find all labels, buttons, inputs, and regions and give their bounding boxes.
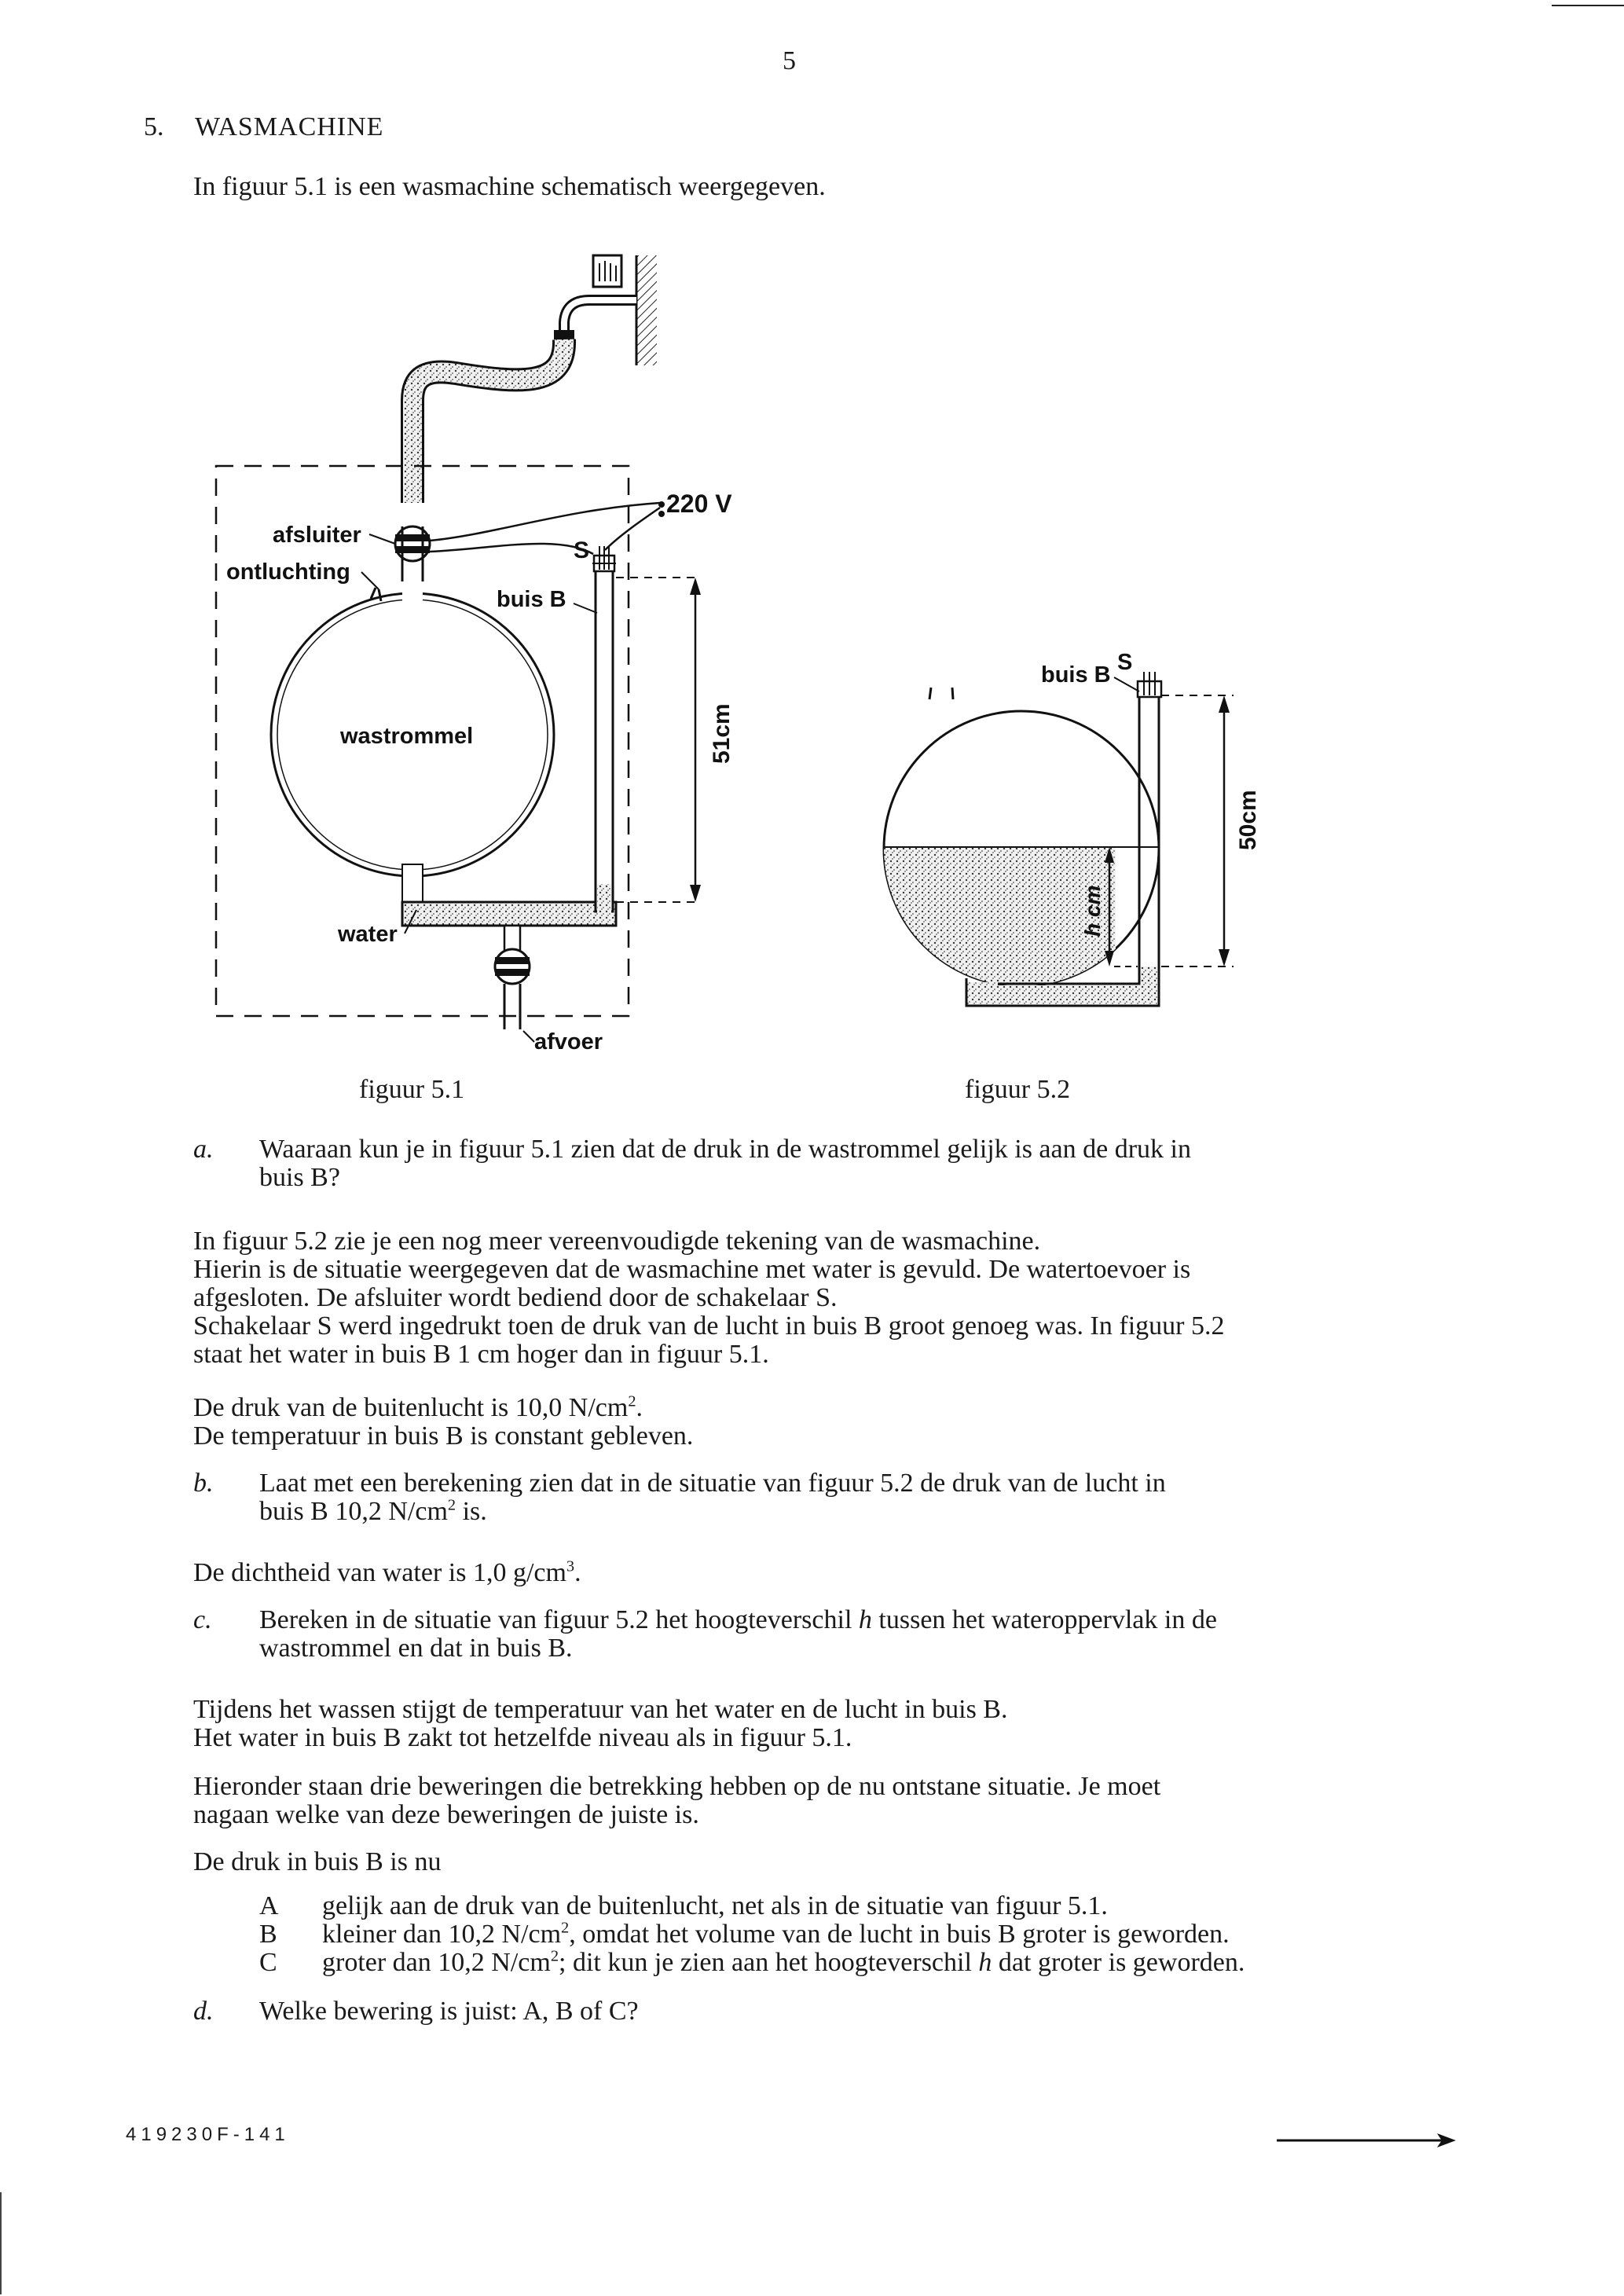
question-d-text: Welke bewering is juist: A, B of C? — [259, 1997, 639, 2026]
footer-code: 419230F-141 — [126, 2124, 290, 2145]
figure-5-1 — [196, 244, 746, 1061]
option-a-letter: A — [259, 1891, 279, 1920]
para1-line4: Schakelaar S werd ingedrukt toen de druk van de lucht in buis B groot genoeg was. In figuur 5.2 — [193, 1311, 1225, 1341]
para1-line1: In figuur 5.2 zie je een nog meer vereenvoudigde tekening van de wasmachine. — [193, 1227, 1041, 1256]
label-afvoer: afvoer — [534, 1029, 603, 1054]
para1-line5: staat het water in buis B 1 cm hoger dan in figuur 5.1. — [193, 1340, 769, 1369]
para4-line2: nagaan welke van deze beweringen de juiste is. — [193, 1800, 699, 1829]
question-a-line2: buis B? — [259, 1163, 340, 1192]
para4-line1: Hieronder staan drie beweringen die betrekking hebben op de nu ontstane situatie. Je moet — [193, 1772, 1161, 1801]
question-c-line1: Bereken in de situatie van figuur 5.2 het hoogteverschil h tussen het wateroppervlak in de — [259, 1605, 1217, 1634]
question-a-line1: Waaraan kun je in figuur 5.1 zien dat de druk in de wastrommel gelijk is aan de druk in — [259, 1135, 1191, 1164]
option-a-text: gelijk aan de druk van de buitenlucht, net als in de situatie van figuur 5.1. — [322, 1891, 1108, 1920]
para2-line1: De druk van de buitenlucht is 10,0 $N/cm^2$. — [193, 1392, 643, 1422]
question-c-line2: wastrommel en dat in buis B. — [259, 1634, 573, 1663]
question-c-letter: c. — [193, 1605, 212, 1634]
question-b-letter: b. — [193, 1469, 214, 1498]
question-a-letter: a. — [193, 1135, 214, 1164]
caption-figure-5-2: figuur 5.2 — [965, 1075, 1071, 1104]
scan-edge-mark — [1552, 5, 1624, 6]
statement-intro: De druk in buis B is nu — [193, 1847, 442, 1876]
label-220v: 220 V — [666, 490, 732, 518]
page-number: 5 — [783, 46, 796, 75]
label-afsluiter: afsluiter — [273, 523, 361, 548]
label-water: water — [338, 922, 398, 947]
question-d-letter: d. — [193, 1997, 214, 2026]
para3-line1: Tijdens het wassen stijgt de temperatuur van het water en de lucht in buis B. — [193, 1695, 1008, 1724]
option-b-letter: B — [259, 1920, 277, 1949]
next-page-arrow-icon — [1277, 2131, 1457, 2150]
label-buis-b: buis B — [497, 587, 566, 612]
intro-text: In figuur 5.1 is een wasmachine schematisch weergegeven. — [193, 172, 826, 201]
option-b-text: kleiner dan 10,2 $N/cm^2$, omdat het volume van de lucht in buis B groter is geworden. — [322, 1919, 1230, 1949]
para3-line2: Het water in buis B zakt tot hetzelfde niveau als in figuur 5.1. — [193, 1723, 852, 1752]
label-wastrommel: wastrommel — [340, 724, 474, 749]
label-ontluchting: ontluchting — [226, 559, 350, 585]
label-switch-s: S — [1117, 650, 1133, 675]
density-text: De dichtheid van water is 1,0 $g/cm^3$. — [193, 1557, 581, 1587]
section-number: 5. — [144, 112, 164, 141]
question-b-line1: Laat met een berekening zien dat in de situatie van figuur 5.2 de druk van de lucht in — [259, 1469, 1166, 1498]
question-b-line2: buis B 10,2 $N/cm^2$ is. — [259, 1496, 487, 1526]
option-c-letter: C — [259, 1948, 277, 1977]
tap-icon — [593, 255, 621, 287]
para1-line2: Hierin is de situatie weergegeven dat de wasmachine met water is gevuld. De watertoevoer is — [193, 1255, 1191, 1284]
figure-5-2 — [801, 621, 1289, 1014]
section-title: WASMACHINE — [195, 112, 384, 141]
label-buis-b: buis B — [1041, 662, 1111, 688]
para1-line3: afgesloten. De afsluiter wordt bediend door de schakelaar S. — [193, 1283, 838, 1312]
option-c-text: groter dan 10,2 $N/cm^2$; dit kun je zien aan het hoogteverschil h dat groter is geworden. — [322, 1947, 1245, 1977]
label-51cm: 51cm — [709, 703, 735, 764]
label-switch-s: S — [574, 537, 590, 563]
scan-edge-mark-left — [0, 2192, 2, 2294]
caption-figure-5-1: figuur 5.1 — [359, 1075, 465, 1104]
label-h-cm: h cm — [1080, 885, 1105, 937]
para2-line2: De temperatuur in buis B is constant gebleven. — [193, 1421, 694, 1451]
label-50cm: 50cm — [1235, 790, 1261, 850]
